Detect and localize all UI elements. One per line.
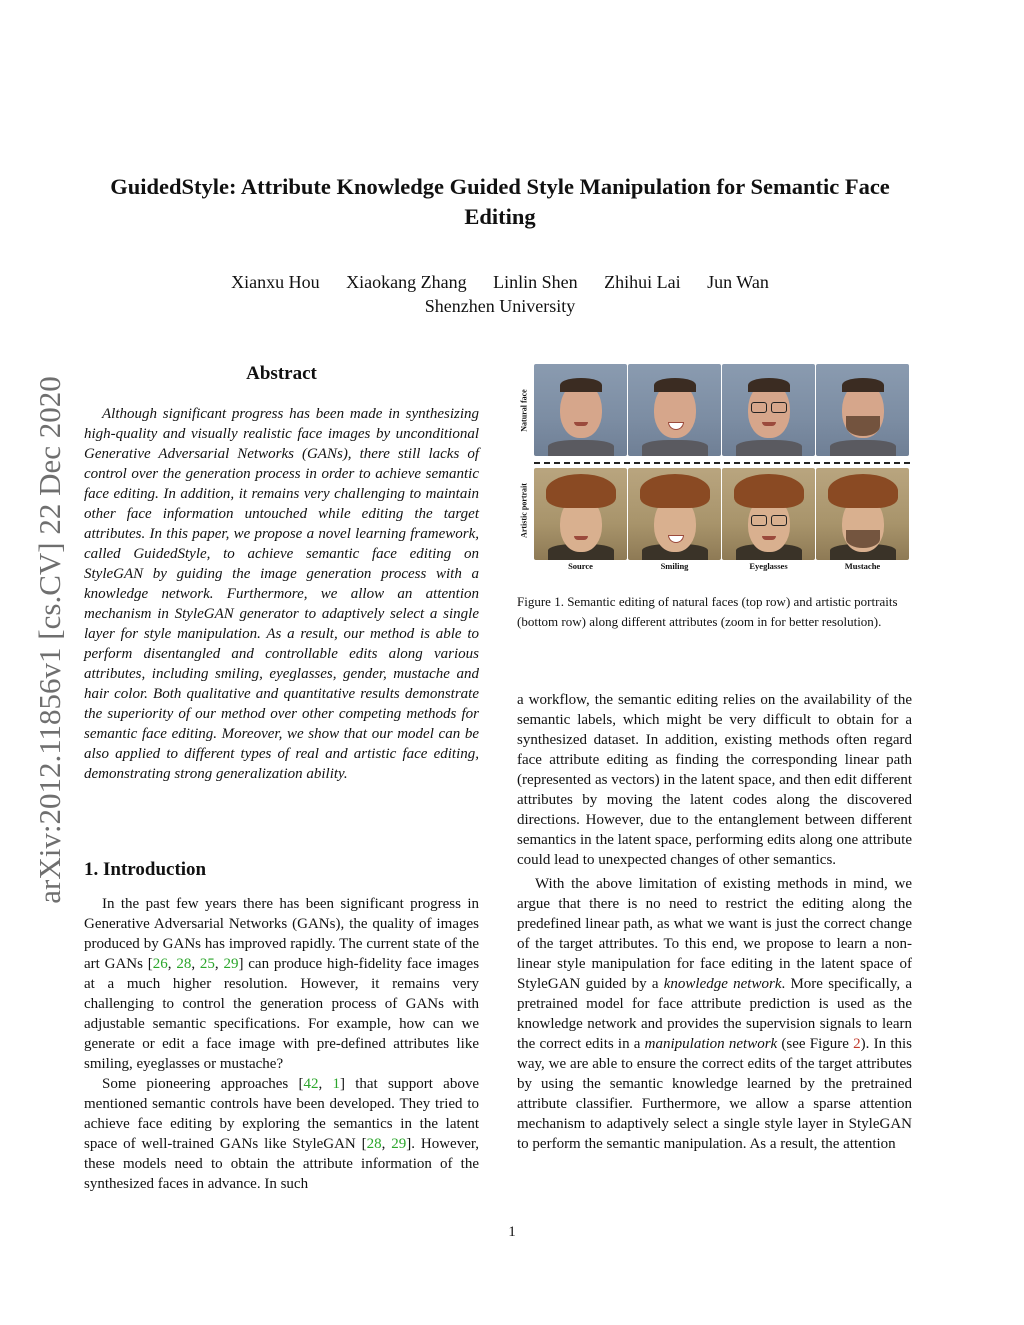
intro-heading: 1. Introduction bbox=[84, 859, 207, 880]
arxiv-watermark: arXiv:2012.11856v1 [cs.CV] 22 Dec 2020 bbox=[32, 376, 67, 904]
intro-paragraph-1: In the past few years there has been significant progress in Generative Adversarial Networks (GANs), the quality of images produced by GANs has improved rapidly. The current state of the art GANs [26, 28, 25, 29] can produce high-fidelity face images at a much higher resolution. However, it remains very challenging to control the generation process of GANs with adjustable semantic specifications. For example, how can we generate or edit a face image with pre-defined attributes like smiling, eyeglasses or mustache? bbox=[84, 896, 480, 1072]
author-list bbox=[90, 270, 910, 294]
citation-link[interactable]: 28 bbox=[176, 956, 192, 972]
citation-link[interactable]: 26 bbox=[152, 956, 168, 972]
citation-link[interactable]: 29 bbox=[391, 1136, 407, 1152]
natural-face-eyeglasses bbox=[722, 364, 815, 456]
citation-link[interactable]: 28 bbox=[366, 1136, 382, 1152]
citation-link[interactable]: 42 bbox=[303, 1076, 319, 1092]
figure-divider bbox=[534, 462, 910, 464]
row-label-natural: Natural face bbox=[519, 389, 529, 432]
intro-left-column bbox=[84, 894, 479, 1194]
abstract-text: Although significant progress has been made in synthesizing high-quality and visually realistic face images by unconditional Generative Adversarial Networks (GANs), there still lacks of control over the generation process in order to achieve semantic face editing. In addition, it remains very challenging to maintain other face information untouched while editing the target attributes. In this paper, we propose a novel learning framework, called GuidedStyle, to achieve semantic face editing on StyleGAN by guiding the image generation process with a knowledge network. Furthermore, we allow an attention mechanism in StyleGAN generator to adaptively select a single layer for style manipulation. As a result, our method is able to perform disentangled and controllable edits along various attributes, including smiling, eyeglasses, gender, mustache and hair color. Both qualitative and quantitative results demonstrate the superiority of our method over other competing methods for semantic face editing. Moreover, we show that our model can be also applied to different types of real and artistic face editing, demonstrating strong generalization ability. bbox=[84, 406, 479, 782]
figure-reference-link[interactable]: 2 bbox=[853, 1036, 861, 1052]
col-label-mustache: Mustache bbox=[844, 561, 881, 571]
row-label-artistic: Artistic portrait bbox=[519, 483, 529, 538]
right-paragraph-1: a workflow, the semantic editing relies on the availability of the semantic labels, which might be very difficult to obtain for a synthesized dataset. In addition, existing methods often regard face attribute editing as finding the corresponding linear path (represented as vectors) in the latent space, and then edit different attributes by moving the latent codes along the discovered directions. However, due to the entanglement between different semantics in the latent space, performing edits along one attribute could lead to unexpected changes of other semantics. bbox=[517, 692, 912, 868]
artistic-portrait-source bbox=[534, 468, 627, 560]
natural-face-mustache bbox=[816, 364, 909, 456]
artistic-portrait-eyeglasses bbox=[722, 468, 815, 560]
author: Linlin Shen bbox=[493, 272, 578, 292]
natural-face-source bbox=[534, 364, 627, 456]
affiliation: Shenzhen University bbox=[424, 296, 576, 316]
citation-link[interactable]: 25 bbox=[199, 956, 215, 972]
right-column bbox=[517, 690, 912, 1154]
paper-title: GuidedStyle: Attribute Knowledge Guided Style Manipulation for Semantic Face Editing bbox=[110, 174, 890, 229]
col-label-smiling: Smiling bbox=[660, 561, 689, 571]
intro-paragraph-2: Some pioneering approaches [42, 1] that support above mentioned semantic controls have been developed. They tried to achieve face editing by exploring the semantics in the latent space of well-trained GANs like StyleGAN [28, 29]. However, these models need to obtain the attribute information of the synthesized faces in advance. In such bbox=[84, 1076, 480, 1192]
figure-caption: Figure 1. Semantic editing of natural faces (top row) and artistic portraits (bottom row) along different attributes (zoom in for better resolution). bbox=[517, 594, 898, 629]
col-label-eyeglasses: Eyeglasses bbox=[749, 561, 788, 571]
author: Xiaokang Zhang bbox=[346, 272, 467, 292]
citation-link[interactable]: 1 bbox=[332, 1076, 340, 1092]
artistic-portrait-mustache bbox=[816, 468, 909, 560]
author: Zhihui Lai bbox=[604, 272, 681, 292]
right-paragraph-2: With the above limitation of existing methods in mind, we argue that there is no need to restrict the editing along the predefined linear path, as what we want is just the correct change of the target attributes. To this end, we propose to learn a non-linear style manipulation for face editing in the latent space of StyleGAN guided by a knowledge network. More specifically, a pretrained model for face attribute prediction is used as the knowledge network and provides the supervision signals to learn the correct edits in a manipulation network (see Figure 2). In this way, we are able to ensure the correct edits of the target attributes by using the semantic knowledge learned by the pretrained attribute classifier. Furthermore, we allow a sparse attention mechanism to adaptively select a single style layer in StyleGAN to perform the semantic manipulation. As a result, the attention bbox=[517, 876, 913, 1152]
natural-face-smiling bbox=[628, 364, 721, 456]
author: Jun Wan bbox=[707, 272, 769, 292]
figure-1 bbox=[517, 362, 912, 574]
artistic-portrait-smiling bbox=[628, 468, 721, 560]
citation-link[interactable]: 29 bbox=[223, 956, 239, 972]
author: Xianxu Hou bbox=[231, 272, 320, 292]
page-number: 1 bbox=[508, 1224, 516, 1240]
col-label-source: Source bbox=[568, 561, 593, 571]
abstract-heading: Abstract bbox=[246, 363, 317, 384]
